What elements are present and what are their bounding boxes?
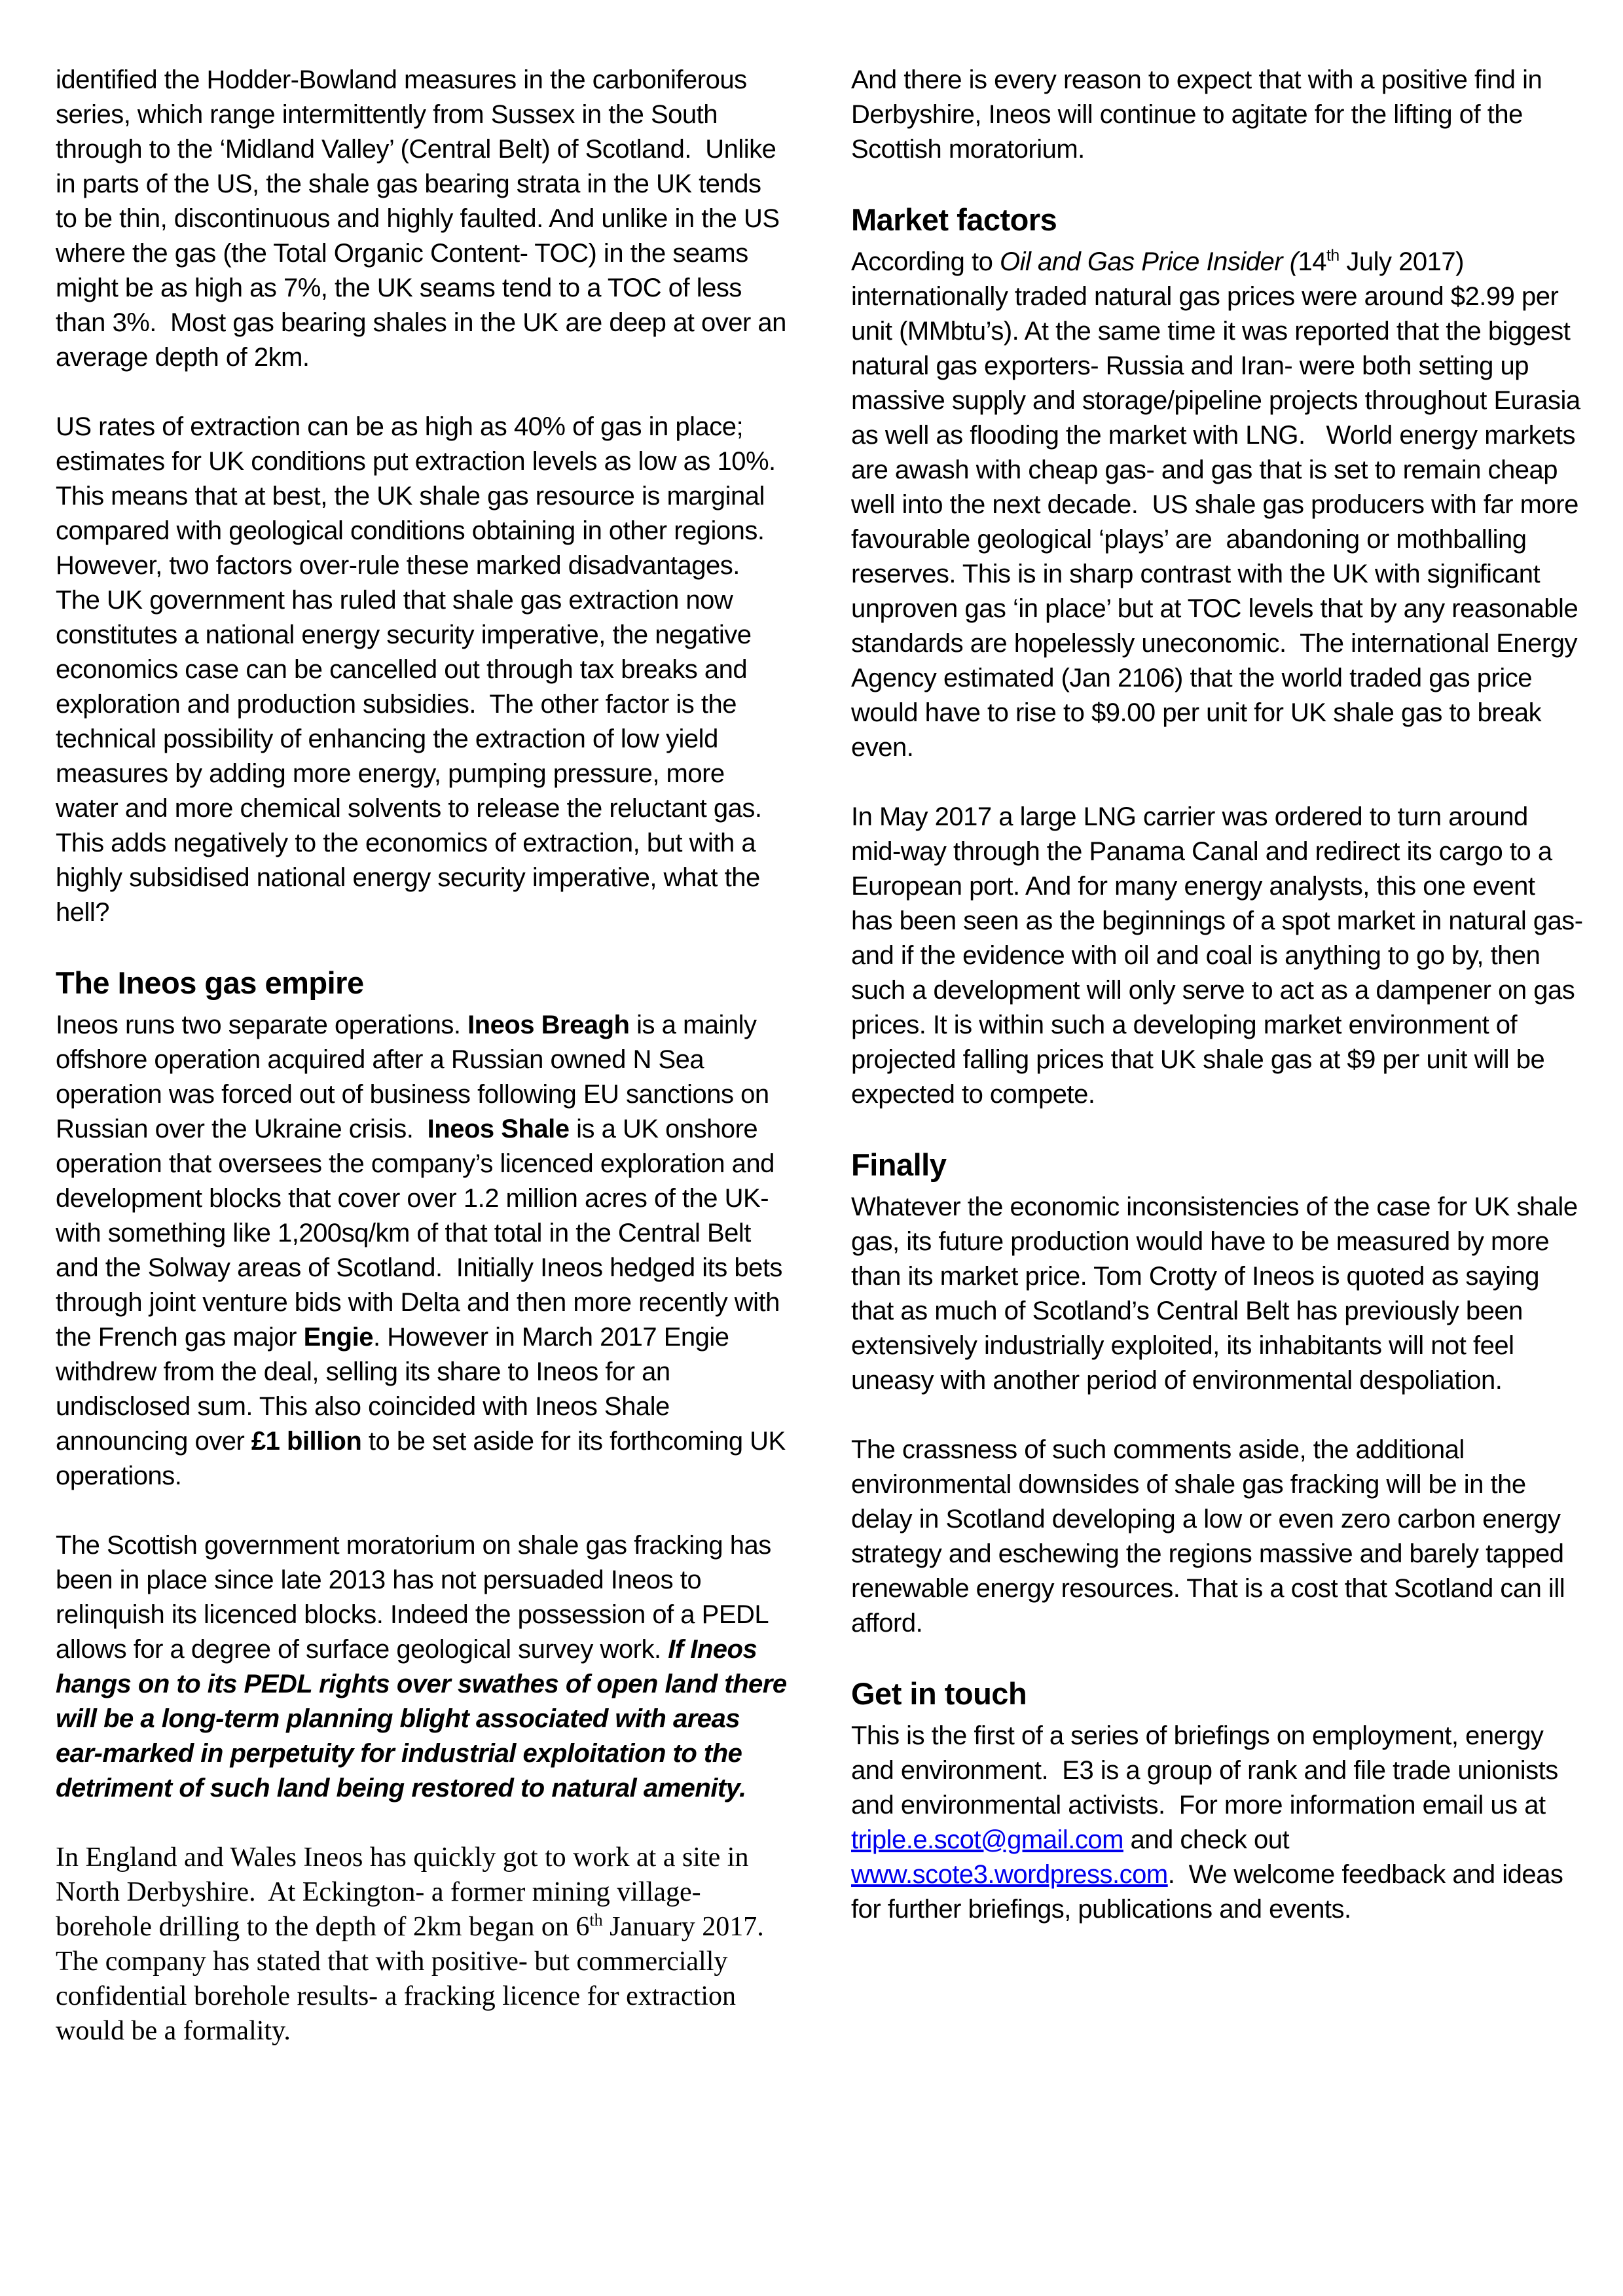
left-column — [56, 63, 794, 2083]
text-run: . We welcome feedback and ideas for further briefings, publications and events. — [851, 1860, 1570, 1924]
text-run: The Scottish government moratorium on shale gas fracking has been in place since late 2013 has not persuaded Ineos to relinquish its licenced blocks. Indeed the possession of a PEDL allows for a degree of surface geological survey work. — [56, 1531, 778, 1664]
heading-ineos-gas-empire: The Ineos gas empire — [56, 965, 364, 1000]
heading-market-factors: Market factors — [851, 202, 1057, 237]
text-run: Ineos Breagh — [467, 1011, 630, 1039]
website-link[interactable]: www.scote3.wordpress.com — [851, 1860, 1168, 1889]
text-run: to be set aside for its forthcoming UK operations. — [56, 1427, 793, 1490]
text-run: According to — [851, 247, 1000, 276]
text-run: July 2017) internationally traded natural gas prices were around $2.99 per unit (MMbtu’s). At the same time it was reported that the biggest natural gas exporters- Russia and Iran- were both setting up massive supply and storage/pipeline projects throughout Eurasia as well as flooding the market with LNG. World energy markets are awash with cheap gas- and gas that is set to remain cheap well into the next decade. US shale gas producers with far more favourable geological ‘plays’ are abandoning or mothballing reserves. This is in sharp contrast with the UK with significant unproven gas ‘in place’ but at TOC levels that by any reasonable standards are hopelessly uneconomic. The international Energy Agency estimated (Jan 2106) that the world traded gas price would have to rise to $9.00 per unit for UK shale gas to break even. — [851, 247, 1588, 762]
paragraph-tom-crotty: Whatever the economic inconsistencies of the case for UK shale gas, its future production would have to be measured by more than its market price. Tom Crotty of Ineos is quoted as saying that as much of Scotland’s Central Belt has previously been extensively industrially exploited, its inhabitants will not feel uneasy with another period of environmental despoliation. — [851, 1193, 1585, 1395]
paragraph-geology: identified the Hodder-Bowland measures in the carboniferous series, which range intermittently from Sussex in the South through to the ‘Midland Valley’ (Central Belt) of Scotland. Unlike in parts of the US, the shale gas bearing strata in the UK tends to be thin, discontinuous and highly faulted. And unlike in the US where the gas (the Total Organic Content- TOC) in the seams might be as high as 7%, the UK seams tend to a TOC of less than 3%. Most gas bearing shales in the UK are deep at over an average depth of 2km. — [56, 65, 793, 372]
text-run: th — [1326, 247, 1340, 265]
paragraph-derbyshire-find: And there is every reason to expect that with a positive find in Derbyshire, Ineos will continue to agitate for the lifting of the Scottish moratorium. — [851, 65, 1549, 164]
text-run: Oil and Gas Price Insider ( — [999, 247, 1298, 276]
paragraph-lng-carrier: In May 2017 a large LNG carrier was ordered to turn around mid-way through the Panama Canal and redirect its cargo to a European port. And for many energy analysts, this one event has been seen as the beginnings of a spot market in natural gas- and if the evidence with oil and coal is anything to go by, then such a development will only serve to act as a dampener on gas prices. It is within such a developing market environment of projected falling prices that UK shale gas at $9 per unit will be expected to compete. — [851, 802, 1590, 1109]
text-run: th — [589, 1910, 603, 1929]
paragraph-scottish-moratorium — [56, 1528, 794, 1806]
heading-finally: Finally — [851, 1147, 947, 1182]
paragraph-england-wales — [56, 1840, 788, 2049]
text-run: In England and Wales Ineos has quickly got to work at a site in North Derbyshire. At Eckington- a former mining village- borehole drilling to the depth of 2km began on 6 — [56, 1842, 756, 1942]
text-run: is a mainly offshore operation acquired after a Russian owned N Sea operation was forced out of business following EU sanctions on Russian over the Ukraine crisis. — [56, 1011, 776, 1143]
paragraph-contact — [851, 1719, 1583, 1927]
text-run: is a UK onshore operation that oversees the company’s licenced exploration and development blocks that cover over 1.2 million acres of the UK- with something like 1,200sq/km of that total in the Central Belt and the Solway areas of Scotland. Initially Ineos hedged its bets through joint venture bids with Delta and then more recently with the French gas major — [56, 1115, 790, 1352]
text-run: . However in March 2017 Engie withdrew from the deal, selling its share to Ineos for an undisclosed sum. This also coincided with Ineos Shale announcing over — [56, 1323, 737, 1456]
paragraph-gas-prices — [851, 245, 1588, 765]
paragraph-extraction-rates: US rates of extraction can be as high as 40% of gas in place; estimates for UK conditions put extraction levels as low as 10%. This means that at best, the UK shale gas resource is marginal compared with geological conditions obtaining in other regions. However, two factors over-rule these marked disadvantages. The UK government has ruled that shale gas extraction now constitutes a national energy security imperative, the negative economics case can be cancelled out through tax breaks and exploration and production subsidies. The other factor is the technical possibility of enhancing the extraction of low yield measures by adding more energy, pumping pressure, more water and more chemical solvents to release the reluctant gas. This adds negatively to the economics of extraction, but with a highly subsidised national energy security imperative, what the hell? — [56, 412, 782, 927]
text-run: January 2017. The company has stated that with positive- but commercially confidential borehole results- a fracking licence for extraction would be a formality. — [56, 1912, 771, 2046]
heading-get-in-touch: Get in touch — [851, 1676, 1027, 1711]
text-run: If Ineos hangs on to its PEDL rights over swathes of open land there will be a long-term planning blight associated with areas ear-marked in perpetuity for industrial exploitation to the detriment of such land being restored to natural amenity. — [56, 1635, 794, 1803]
text-run: and check out — [1123, 1825, 1296, 1854]
paragraph-ineos-operations — [56, 1008, 793, 1494]
text-run: 14 — [1298, 247, 1327, 276]
text-run: Ineos runs two separate operations. — [56, 1011, 468, 1039]
text-run: £1 billion — [251, 1427, 362, 1456]
text-run: This is the first of a series of briefings on employment, energy and environment. E3 is a group of rank and file trade unionists and environmental activists. For more information email us at — [851, 1721, 1565, 1820]
text-run: Engie — [303, 1323, 373, 1352]
email-link[interactable]: triple.e.scot@gmail.com — [851, 1825, 1123, 1854]
right-column — [851, 63, 1590, 1962]
text-run: Ineos Shale — [427, 1115, 570, 1143]
paragraph-crassness: The crassness of such comments aside, the additional environmental downsides of shale gas fracking will be in the delay in Scotland developing a low or even zero carbon energy strategy and eschewing the regions massive and barely tapped renewable energy resources. That is a cost that Scotland can ill afford. — [851, 1435, 1572, 1638]
